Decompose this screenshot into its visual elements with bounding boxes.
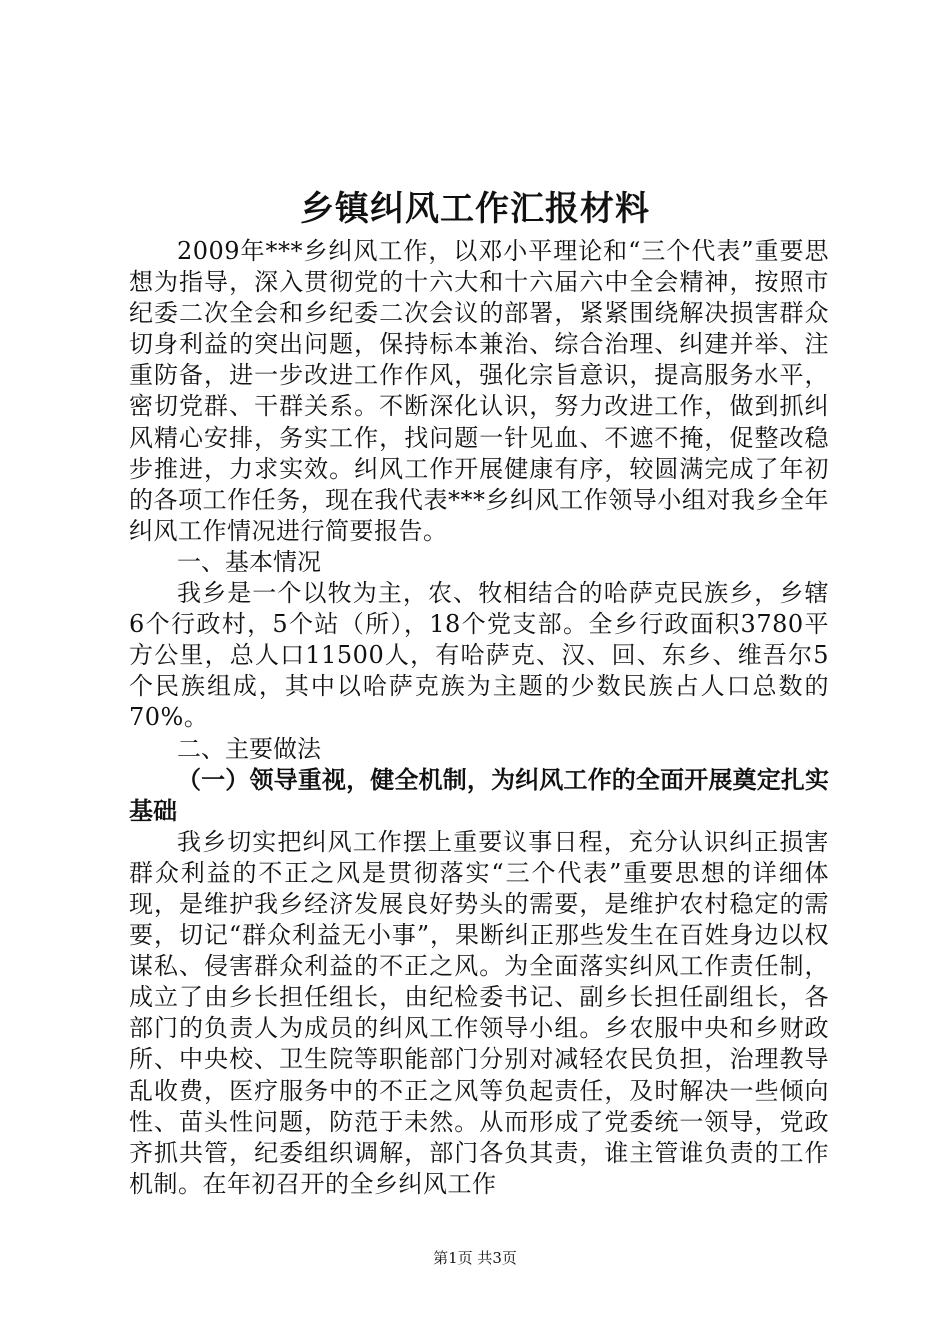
subsection-heading-1: （一）领导重视，健全机制，为纠风工作的全面开展奠定扎实基础 bbox=[129, 765, 829, 825]
document-body bbox=[129, 236, 829, 1200]
subsection-1-paragraph: 我乡切实把纠风工作摆上重要议事日程，充分认识纠正损害群众利益的不正之风是贯彻落实“三个代表”重要思想的详细体现，是维护我乡经济发展良好势头的需要，是维护农村稳定的需要，切记“群众利益无小事”，果断纠正那些发生在百姓身边以权谋私、侵害群众利益的不正之风。为全面落实纠风工作责任制，成立了由乡长担任组长，由纪检委书记、副乡长担任副组长，各部门的负责人为成员的纠风工作领导小组。乡农服中央和乡财政所、中央校、卫生院等职能部门分别对减轻农民负担，治理教导乱收费，医疗服务中的不正之风等负起责任，及时解决一些倾向性、苗头性问题，防范于未然。从而形成了党委统一领导，党政齐抓共管，纪委组织调解，部门各负其责，谁主管谁负责的工作机制。在年初召开的全乡纠风工作 bbox=[129, 827, 829, 1198]
section-heading-basic: 一、基本情况 bbox=[177, 547, 321, 576]
intro-paragraph: 2009年***乡纠风工作，以邓小平理论和“三个代表”重要思想为指导，深入贯彻党的十六大和十六届六中全会精神，按照市纪委二次全会和乡纪委二次会议的部署，紧紧围绕解决损害群众切身利益的突出问题，保持标本兼治、综合治理、纠建并举、注重防备，进一步改进工作作风，强化宗旨意识，提高服务水平，密切党群、干群关系。不断深化认识，努力改进工作，做到抓纠风精心安排，务实工作，找问题一针见血、不遮不掩，促整改稳步推进，力求实效。纠风工作开展健康有序，较圆满完成了年初的各项工作任务，现在我代表***乡纠风工作领导小组对我乡全年纠风工作情况进行简要报告。 bbox=[129, 237, 829, 545]
document-title: 乡镇纠风工作汇报材料 bbox=[300, 189, 650, 229]
page-footer: 第1页 共3页 bbox=[433, 1249, 517, 1267]
basic-situation-paragraph: 我乡是一个以牧为主，农、牧相结合的哈萨克民族乡，乡辖6个行政村，5个站（所），18个党支部。全乡行政面积3780平方公里，总人口11500人，有哈萨克、汉、回、东乡、维吾尔5个民族组成，其中以哈萨克族为主题的少数民族占人口总数的70%。 bbox=[129, 579, 829, 732]
section-heading-methods: 二、主要做法 bbox=[177, 734, 321, 763]
